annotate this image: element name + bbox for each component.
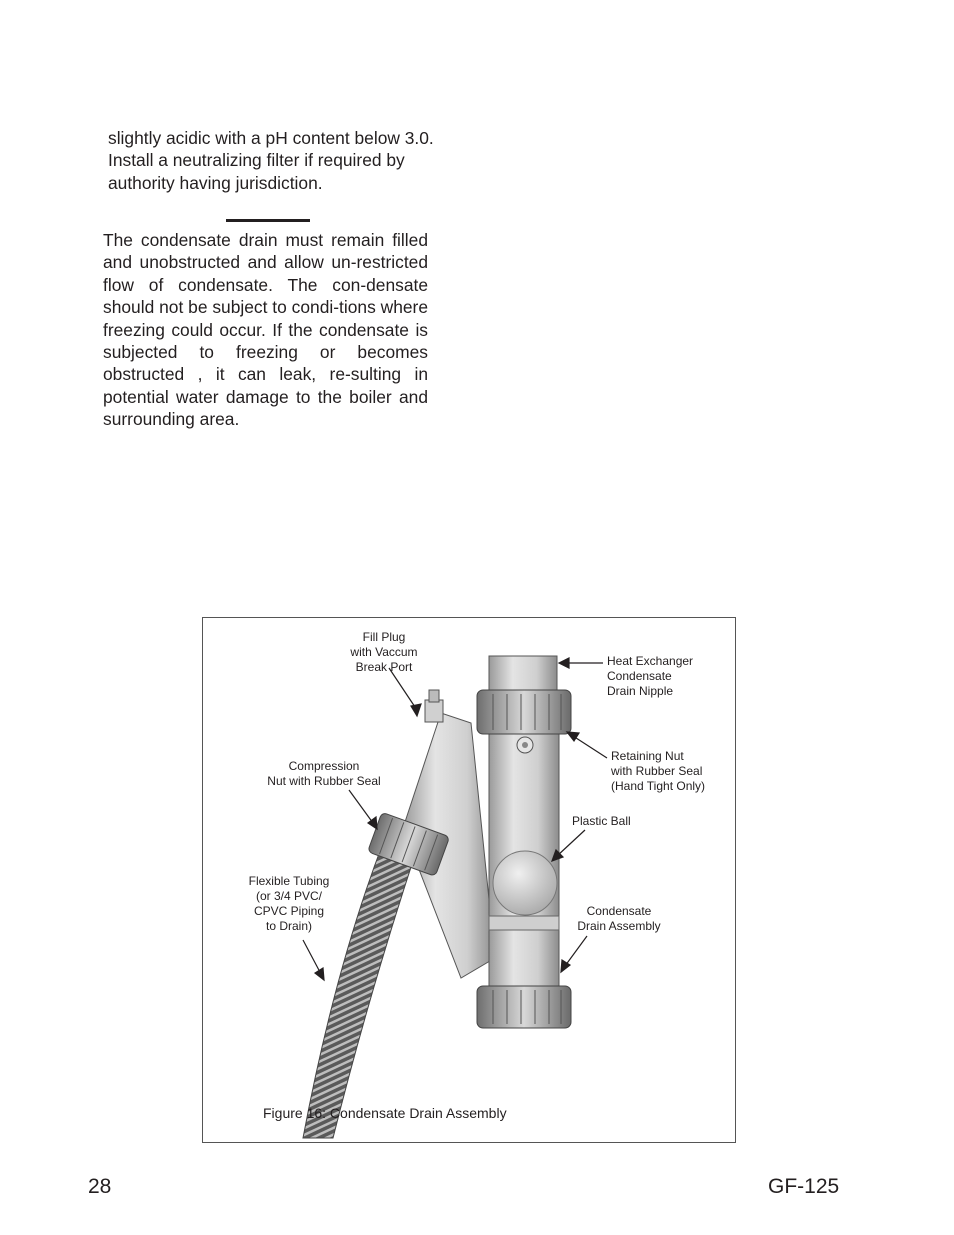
body-paragraph-condensate: The condensate drain must remain filled and unobstructed and allow un-restricted flow of condensate. The con-densate should not be subject to condi-tions where freezing could occur. If the condensate is subjected to freezing or becomes obstructed , it can leak, re-sulting in potential water damage to the boiler and surrounding area. (103, 230, 428, 430)
plastic-ball (493, 851, 557, 915)
section-rule (226, 219, 310, 222)
page-number: 28 (88, 1175, 112, 1198)
label-plastic-ball: Plastic Ball (572, 814, 631, 828)
retaining-nut-top (477, 690, 571, 734)
retaining-nut-bottom (477, 986, 571, 1028)
figure-caption: Figure 16: Condensate Drain Assembly (263, 1105, 507, 1121)
fill-plug (425, 700, 443, 722)
document-code: GF-125 (768, 1175, 840, 1198)
heat-exchanger-nipple (489, 656, 557, 690)
label-condensate-drain: Condensate Drain Assembly (577, 904, 661, 933)
body-paragraph-ph: slightly acidic with a pH content below 3.0. Install a neutralizing filter if required by authority having jurisdiction. (108, 128, 434, 193)
label-fill-plug: Fill Plug with Vaccum Break Port (350, 630, 418, 674)
label-compression-nut: Compression Nut with Rubber Seal (267, 759, 381, 788)
label-flexible-tubing: Flexible Tubing (or 3/4 PVC/ CPVC Piping to Drain) (248, 874, 330, 933)
label-heat-exchanger: Heat Exchanger Condensate Drain Nipple (607, 654, 694, 698)
figure-frame (202, 617, 736, 1143)
label-retaining-nut: Retaining Nut with Rubber Seal (Hand Tight Only) (611, 749, 706, 793)
